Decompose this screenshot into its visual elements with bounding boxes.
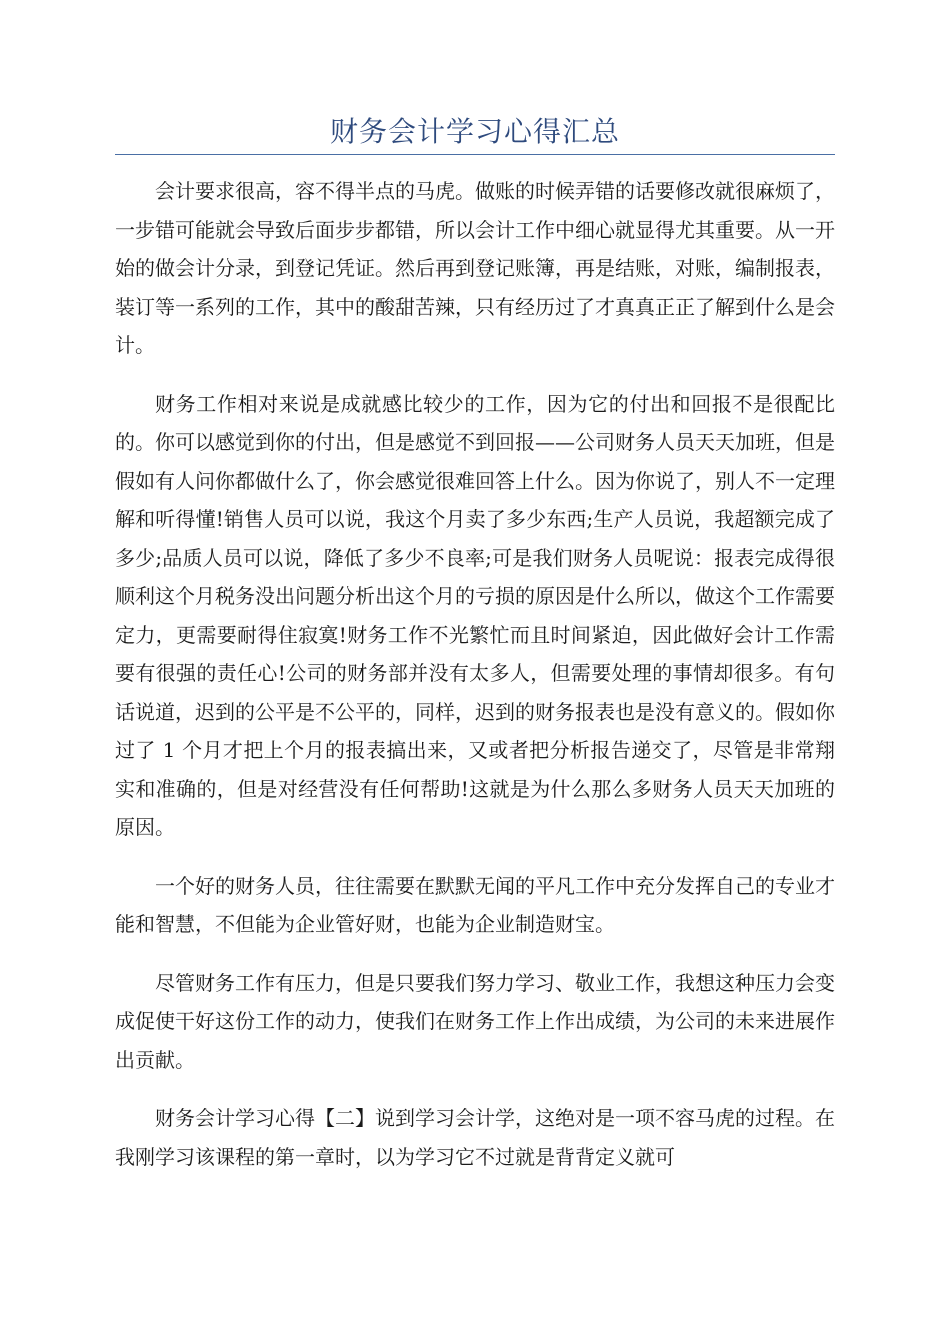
document-title: 财务会计学习心得汇总 (329, 115, 620, 148)
paragraph: 财务会计学习心得【二】说到学习会计学，这绝对是一项不容马虎的过程。在我刚学习该课程的第一章时，以为学习它不过就是背背定义就可 (115, 1106, 835, 1169)
document-body (115, 172, 835, 1196)
title-underline (115, 154, 835, 155)
paragraph: 尽管财务工作有压力，但是只要我们努力学习、敬业工作，我想这种压力会变成促使干好这份工作的动力，使我们在财务工作上作出成绩，为公司的未来进展作出贡献。 (115, 970, 835, 1072)
paragraph: 财务工作相对来说是成就感比较少的工作，因为它的付出和回报不是很配比的。你可以感觉到你的付出，但是感觉不到回报——公司财务人员天天加班，但是假如有人问你都做什么了，你会感觉很难回答上什么。因为你说了，别人不一定理解和听得懂!销售人员可以说，我这个月卖了多少东西;生产人员说，我超额完成了多少;品质人员可以说，降低了多少不良率;可是我们财务人员呢说：报表完成得很顺利这个月税务没出问题分析出这个月的亏损的原因是什么所以，做这个工作需要定力，更需要耐得住寂寞!财务工作不光繁忙而且时间紧迫，因此做好会计工作需要有很强的责任心!公司的财务部并没有太多人，但需要处理的事情却很多。有句话说道，迟到的公平是不公平的，同样，迟到的财务报表也是没有意义的。假如你过了 1 个月才把上个月的报表搞出来，又或者把分析报告递交了，尽管是非常翔实和准确的，但是对经营没有任何帮助!这就是为什么那么多财务人员天天加班的原因。 (115, 391, 835, 839)
paragraph: 一个好的财务人员，往往需要在默默无闻的平凡工作中充分发挥自己的专业才能和智慧，不但能为企业管好财，也能为企业制造财宝。 (115, 873, 835, 936)
paragraph: 会计要求很高，容不得半点的马虎。做账的时候弄错的话要修改就很麻烦了，一步错可能就会导致后面步步都错，所以会计工作中细心就显得尤其重要。从一开始的做会计分录，到登记凭证。然后再到登记账簿，再是结账，对账，编制报表，装订等一系列的工作，其中的酸甜苦辣，只有经历过了才真真正正了解到什么是会计。 (115, 179, 835, 357)
